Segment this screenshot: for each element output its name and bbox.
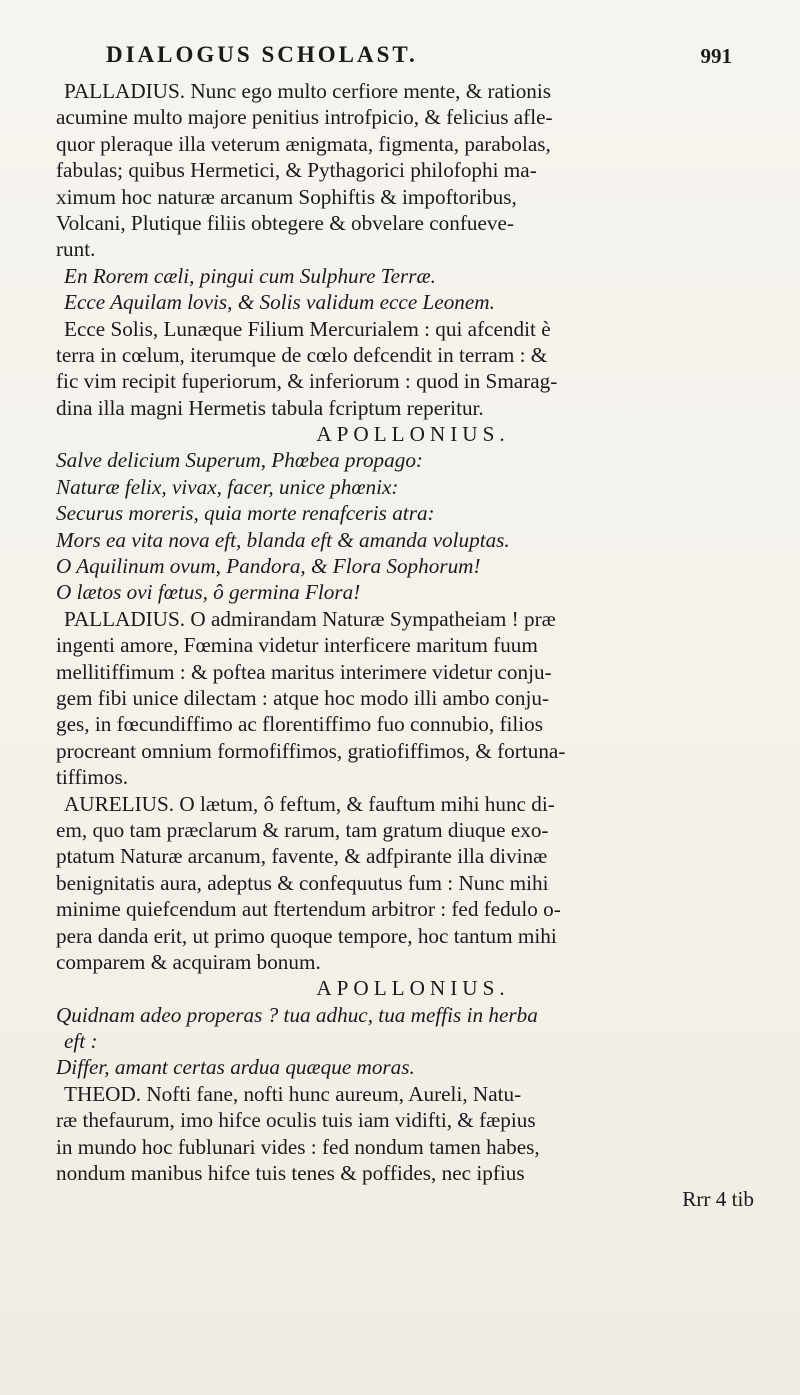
text-line: quor pleraque illa veterum ænigmata, figmenta, parabolas, xyxy=(56,131,551,156)
text-line: Volcani, Plutique filiis obtegere & obvelare confueve- xyxy=(56,210,514,235)
text-line: benignitatis aura, adeptus & confequutus fum : Nunc mihi xyxy=(56,870,549,895)
text-line: comparem & acquiram bonum. xyxy=(56,949,321,974)
text-line: tiffimos. xyxy=(56,765,129,790)
text-line: acumine multo majore penitius introfpicio, & felicius afle- xyxy=(56,105,553,130)
running-head: DIALOGUS SCHOLAST. xyxy=(106,42,418,67)
text-line: Naturæ felix, vivax, facer, unice phœnix: xyxy=(56,474,399,499)
text-line: Securus moreris, quia morte renafceris atra: xyxy=(56,501,435,526)
text-line: nondum manibus hifce tuis tenes & poffides, nec ipfius xyxy=(56,1161,525,1186)
text-line: ræ thefaurum, imo hifce oculis tuis iam vidifti, & fæpius xyxy=(56,1108,536,1133)
text-line: ptatum Naturæ arcanum, favente, & adfpirante illa divinæ xyxy=(56,844,548,869)
text-line: runt. xyxy=(56,237,96,262)
page-header xyxy=(60,42,760,76)
text-line: fic vim recipit fuperiorum, & inferiorum : quod in Smarag- xyxy=(56,369,558,394)
text-line: ges, in fœcundiffimo ac florentiffimo fuo connubio, filios xyxy=(56,712,544,737)
text-line: Salve delicium Superum, Phœbea propago: xyxy=(56,448,423,473)
text-line: Rrr 4 tib xyxy=(682,1187,754,1212)
text-line: En Rorem cæli, pingui cum Sulphure Terræ. xyxy=(64,263,436,288)
text-line: PALLADIUS. O admirandam Naturæ Sympatheiam ! præ xyxy=(64,606,556,631)
text-line: minime quiefcendum aut ftertendum arbitror : fed fedulo o- xyxy=(56,897,561,922)
text-line: mellitiffimum : & poftea maritus interimere videtur conju- xyxy=(56,659,552,684)
text-line: Mors ea vita nova eft, blanda eft & amanda voluptas. xyxy=(56,527,510,552)
text-line: Ecce Solis, Lunæque Filium Mercurialem : qui afcendit è xyxy=(64,316,551,341)
text-line: Differ, amant certas ardua quæque moras. xyxy=(56,1055,415,1080)
body-text xyxy=(56,78,770,1213)
text-line: ingenti amore, Fœmina videtur interficere maritum fuum xyxy=(56,633,538,658)
text-line: APOLLONIUS. xyxy=(316,422,510,447)
text-line: fabulas; quibus Hermetici, & Pythagorici philofophi ma- xyxy=(56,158,537,183)
text-line: PALLADIUS. Nunc ego multo cerfiore mente, & rationis xyxy=(64,79,552,103)
text-line: terra in cœlum, iterumque de cœlo defcendit in terram : & xyxy=(56,342,548,367)
text-line: eft : xyxy=(64,1029,98,1054)
page-number: 991 xyxy=(700,44,732,68)
text-line: O lætos ovi fœtus, ô germina Flora! xyxy=(56,580,361,605)
text-line: dina illa magni Hermetis tabula fcriptum reperitur. xyxy=(56,395,484,420)
text-line: O Aquilinum ovum, Pandora, & Flora Sophorum! xyxy=(56,554,481,579)
text-line: in mundo hoc fublunari vides : fed nondum tamen habes, xyxy=(56,1134,540,1159)
text-line: AURELIUS. O lætum, ô feftum, & fauftum mihi hunc di- xyxy=(64,791,555,816)
text-line: gem fibi unice dilectam : atque hoc modo illi ambo conju- xyxy=(56,685,550,710)
text-line: THEOD. Nofti fane, nofti hunc aureum, Aureli, Natu- xyxy=(64,1081,522,1106)
text-line: APOLLONIUS. xyxy=(316,976,510,1001)
text-line: ximum hoc naturæ arcanum Sophiftis & impoftoribus, xyxy=(56,184,517,209)
text-line: Quidnam adeo properas ? tua adhuc, tua meffis in herba xyxy=(56,1002,538,1027)
text-line: pera danda erit, ut primo quoque tempore, hoc tantum mihi xyxy=(56,923,557,948)
text-line: procreant omnium formofiffimos, gratiofiffimos, & fortuna- xyxy=(56,738,566,763)
text-line: Ecce Aquilam lovis, & Solis validum ecce Leonem. xyxy=(64,290,495,315)
text-line: em, quo tam præclarum & rarum, tam gratum diuque exo- xyxy=(56,817,549,842)
